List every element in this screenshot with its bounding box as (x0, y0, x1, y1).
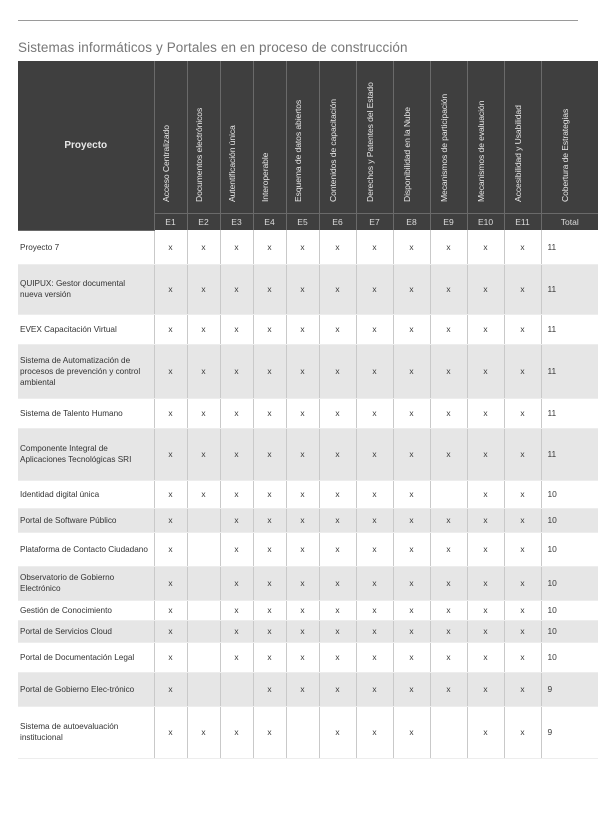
table-row (18, 566, 598, 600)
total-count: 11 (541, 314, 598, 344)
project-name: Sistema de Automatización de procesos de prevención y control ambiental (18, 344, 154, 398)
strategy-mark: x (253, 600, 286, 620)
project-name: Identidad digital única (18, 480, 154, 508)
table-row (18, 264, 598, 314)
strategy-mark: x (319, 398, 356, 428)
strategy-mark: x (430, 398, 467, 428)
strategy-mark: x (504, 672, 541, 706)
strategy-mark: x (154, 532, 187, 566)
table-row (18, 532, 598, 566)
strategy-mark: x (220, 508, 253, 532)
strategy-mark: x (286, 532, 319, 566)
strategy-mark: x (286, 230, 319, 264)
project-name: Portal de Software Público (18, 508, 154, 532)
strategy-mark: x (154, 600, 187, 620)
project-name: Gestión de Conocimiento (18, 600, 154, 620)
strategy-mark: x (154, 566, 187, 600)
column-code: E10 (467, 214, 504, 231)
strategy-mark: x (467, 428, 504, 480)
strategy-mark: x (504, 642, 541, 672)
strategy-mark (220, 672, 253, 706)
strategy-mark: x (504, 508, 541, 532)
total-count: 10 (541, 532, 598, 566)
strategy-mark: x (504, 706, 541, 758)
strategy-mark: x (286, 428, 319, 480)
strategy-mark: x (356, 344, 393, 398)
strategy-mark: x (393, 264, 430, 314)
strategy-mark: x (154, 480, 187, 508)
strategy-mark: x (253, 672, 286, 706)
project-name: QUIPUX: Gestor documental nueva versión (18, 264, 154, 314)
project-name: Plataforma de Contacto Ciudadano (18, 532, 154, 566)
column-header-4 (253, 61, 286, 214)
total-count: 9 (541, 672, 598, 706)
strategy-mark: x (253, 230, 286, 264)
strategy-mark: x (220, 706, 253, 758)
strategy-mark (187, 642, 220, 672)
strategy-mark: x (154, 314, 187, 344)
strategy-mark: x (504, 480, 541, 508)
column-code: E9 (430, 214, 467, 231)
strategy-mark: x (253, 706, 286, 758)
total-count: 10 (541, 508, 598, 532)
strategy-mark: x (154, 642, 187, 672)
strategy-mark: x (220, 314, 253, 344)
strategy-mark: x (154, 264, 187, 314)
strategy-mark: x (393, 600, 430, 620)
strategy-mark: x (319, 264, 356, 314)
strategy-mark: x (430, 620, 467, 642)
strategy-mark (187, 508, 220, 532)
strategy-mark: x (356, 508, 393, 532)
column-code: E5 (286, 214, 319, 231)
strategy-mark: x (154, 230, 187, 264)
strategy-mark: x (187, 314, 220, 344)
strategy-mark: x (467, 706, 504, 758)
column-code: E8 (393, 214, 430, 231)
strategy-mark: x (393, 314, 430, 344)
table-row (18, 672, 598, 706)
column-header-label: Disponibilidad en la Nube (401, 107, 412, 202)
strategy-mark: x (467, 230, 504, 264)
strategy-mark: x (154, 398, 187, 428)
strategy-mark: x (467, 620, 504, 642)
strategy-mark: x (253, 566, 286, 600)
strategy-mark: x (430, 508, 467, 532)
strategy-mark: x (187, 398, 220, 428)
strategy-mark: x (393, 706, 430, 758)
strategy-mark: x (356, 620, 393, 642)
strategy-mark: x (253, 344, 286, 398)
strategy-mark: x (319, 230, 356, 264)
strategy-mark: x (286, 642, 319, 672)
strategy-mark: x (430, 264, 467, 314)
total-count: 10 (541, 600, 598, 620)
total-count: 10 (541, 620, 598, 642)
strategy-mark: x (430, 230, 467, 264)
strategy-mark: x (286, 508, 319, 532)
column-header-label: Derechos y Patentes del Estado (364, 82, 375, 202)
strategy-mark: x (319, 428, 356, 480)
table-row (18, 314, 598, 344)
column-code: E2 (187, 214, 220, 231)
strategy-mark: x (393, 230, 430, 264)
table-row (18, 642, 598, 672)
total-count: 10 (541, 480, 598, 508)
strategy-mark: x (154, 344, 187, 398)
strategy-mark: x (286, 672, 319, 706)
total-count: 9 (541, 706, 598, 758)
column-header-8 (393, 61, 430, 214)
strategy-mark: x (393, 620, 430, 642)
strategy-mark: x (286, 314, 319, 344)
header-project: Proyecto (18, 61, 154, 230)
strategy-mark: x (220, 428, 253, 480)
strategy-mark: x (356, 314, 393, 344)
strategy-mark: x (319, 642, 356, 672)
strategy-mark: x (393, 642, 430, 672)
strategy-mark: x (467, 480, 504, 508)
project-name: Portal de Documentación Legal (18, 642, 154, 672)
strategy-mark: x (220, 566, 253, 600)
column-header-11 (504, 61, 541, 214)
total-count: 11 (541, 264, 598, 314)
strategy-mark: x (187, 344, 220, 398)
strategy-mark (187, 532, 220, 566)
strategy-mark: x (319, 672, 356, 706)
column-header-10 (467, 61, 504, 214)
project-name: Proyecto 7 (18, 230, 154, 264)
strategy-mark: x (220, 344, 253, 398)
strategy-mark: x (356, 532, 393, 566)
strategy-mark: x (220, 620, 253, 642)
strategy-mark: x (286, 566, 319, 600)
strategy-mark: x (286, 398, 319, 428)
strategy-mark: x (253, 508, 286, 532)
column-header-label: Acceso Centralizado (160, 125, 171, 202)
column-code: Total (541, 214, 598, 231)
table-row (18, 600, 598, 620)
strategy-mark: x (319, 620, 356, 642)
strategy-mark: x (467, 398, 504, 428)
strategy-mark: x (220, 398, 253, 428)
strategy-mark: x (430, 314, 467, 344)
strategy-mark: x (187, 706, 220, 758)
strategy-mark: x (504, 532, 541, 566)
strategy-mark: x (504, 398, 541, 428)
strategy-mark: x (430, 672, 467, 706)
strategy-mark: x (319, 480, 356, 508)
strategy-mark: x (187, 230, 220, 264)
strategy-mark: x (430, 428, 467, 480)
strategy-mark: x (356, 600, 393, 620)
strategy-mark: x (220, 230, 253, 264)
strategy-mark: x (319, 344, 356, 398)
strategy-mark: x (393, 566, 430, 600)
strategy-mark: x (319, 566, 356, 600)
strategy-mark: x (319, 600, 356, 620)
project-name: Sistema de autoevaluación institucional (18, 706, 154, 758)
column-header-label: Accesibilidad y Usabilidad (512, 105, 523, 202)
strategy-mark: x (356, 642, 393, 672)
strategy-mark: x (504, 264, 541, 314)
strategy-mark: x (393, 480, 430, 508)
strategy-mark: x (253, 642, 286, 672)
table-row (18, 344, 598, 398)
strategy-mark: x (253, 398, 286, 428)
strategy-mark: x (393, 532, 430, 566)
strategy-mark: x (467, 314, 504, 344)
strategy-mark: x (393, 398, 430, 428)
strategy-mark (187, 672, 220, 706)
total-count: 10 (541, 566, 598, 600)
strategy-mark: x (504, 600, 541, 620)
strategy-mark: x (286, 620, 319, 642)
strategy-mark (187, 620, 220, 642)
strategy-mark: x (319, 532, 356, 566)
strategy-mark: x (319, 314, 356, 344)
column-header-label: Esquema de datos abiertos (292, 99, 303, 202)
column-code: E7 (356, 214, 393, 231)
strategy-mark: x (467, 532, 504, 566)
strategy-mark: x (154, 672, 187, 706)
column-header-5 (286, 61, 319, 214)
strategy-mark: x (504, 344, 541, 398)
strategy-mark (286, 706, 319, 758)
strategy-mark: x (286, 264, 319, 314)
strategy-mark: x (220, 532, 253, 566)
strategy-mark (430, 706, 467, 758)
strategy-mark: x (253, 480, 286, 508)
column-header-9 (430, 61, 467, 214)
strategy-mark: x (253, 264, 286, 314)
column-header-2 (187, 61, 220, 214)
strategy-mark: x (430, 642, 467, 672)
strategy-mark: x (154, 428, 187, 480)
strategy-mark: x (430, 566, 467, 600)
strategy-mark: x (430, 344, 467, 398)
strategy-mark: x (220, 264, 253, 314)
project-name: EVEX Capacitación Virtual (18, 314, 154, 344)
strategy-mark (187, 600, 220, 620)
table-title: Sistemas informáticos y Portales en en proceso de construcción (18, 40, 408, 55)
strategy-mark: x (430, 600, 467, 620)
strategy-mark: x (467, 264, 504, 314)
project-name: Sistema de Talento Humano (18, 398, 154, 428)
strategy-mark: x (319, 508, 356, 532)
column-header-7 (356, 61, 393, 214)
strategy-mark: x (393, 508, 430, 532)
column-header-label: Contenidos de capacitación (327, 99, 338, 202)
strategy-mark: x (356, 264, 393, 314)
column-code: E11 (504, 214, 541, 231)
column-code: E4 (253, 214, 286, 231)
strategy-mark: x (154, 508, 187, 532)
total-count: 11 (541, 398, 598, 428)
column-header-label: Mecanismos de participación (438, 93, 449, 202)
project-name: Portal de Servicios Cloud (18, 620, 154, 642)
strategy-mark: x (356, 428, 393, 480)
strategy-mark: x (319, 706, 356, 758)
strategy-mark: x (504, 230, 541, 264)
strategy-mark: x (220, 600, 253, 620)
column-code: E1 (154, 214, 187, 231)
strategy-mark: x (356, 398, 393, 428)
strategy-mark: x (467, 508, 504, 532)
strategy-mark: x (504, 620, 541, 642)
column-code: E3 (220, 214, 253, 231)
strategy-mark: x (504, 566, 541, 600)
strategy-mark: x (286, 600, 319, 620)
strategy-mark: x (187, 264, 220, 314)
strategy-mark: x (393, 344, 430, 398)
strategy-mark: x (467, 344, 504, 398)
project-name: Componente Integral de Aplicaciones Tecnológicas SRI (18, 428, 154, 480)
column-header-6 (319, 61, 356, 214)
strategy-mark: x (253, 428, 286, 480)
table-row (18, 620, 598, 642)
total-count: 10 (541, 642, 598, 672)
table-row (18, 508, 598, 532)
strategy-mark: x (356, 230, 393, 264)
column-code: E6 (319, 214, 356, 231)
strategy-mark (187, 566, 220, 600)
strategy-mark: x (286, 480, 319, 508)
total-count: 11 (541, 344, 598, 398)
table-row (18, 428, 598, 480)
strategy-mark: x (187, 428, 220, 480)
strategy-coverage-table (18, 61, 598, 759)
strategy-mark: x (220, 642, 253, 672)
strategy-mark: x (504, 314, 541, 344)
strategy-mark (430, 480, 467, 508)
project-name: Observatorio de Gobierno Electrónico (18, 566, 154, 600)
strategy-mark: x (467, 642, 504, 672)
strategy-mark: x (356, 672, 393, 706)
table-row (18, 398, 598, 428)
total-count: 11 (541, 428, 598, 480)
strategy-mark: x (356, 480, 393, 508)
strategy-mark: x (220, 480, 253, 508)
top-rule (18, 20, 578, 21)
table-row (18, 230, 598, 264)
strategy-mark: x (504, 428, 541, 480)
total-count: 11 (541, 230, 598, 264)
strategy-mark: x (286, 344, 319, 398)
strategy-mark: x (154, 706, 187, 758)
column-header-label: Interoperable (259, 152, 270, 202)
column-header-12 (541, 61, 598, 214)
strategy-mark: x (356, 566, 393, 600)
strategy-mark: x (467, 566, 504, 600)
column-header-label: Documentos electrónicos (193, 107, 204, 202)
strategy-mark: x (253, 314, 286, 344)
strategy-mark: x (467, 672, 504, 706)
strategy-mark: x (154, 620, 187, 642)
column-header-label: Autentificación única (226, 125, 237, 202)
column-header-label: Mecanismos de evaluación (475, 100, 486, 202)
column-header-label: Cobertura de Estrategias (559, 108, 570, 202)
strategy-mark: x (187, 480, 220, 508)
project-name: Portal de Gobierno Elec-trónico (18, 672, 154, 706)
strategy-mark: x (393, 672, 430, 706)
column-header-3 (220, 61, 253, 214)
strategy-mark: x (253, 532, 286, 566)
strategy-mark: x (467, 600, 504, 620)
table-row (18, 706, 598, 758)
strategy-mark: x (393, 428, 430, 480)
strategy-mark: x (253, 620, 286, 642)
strategy-mark: x (356, 706, 393, 758)
column-header-1 (154, 61, 187, 214)
strategy-mark: x (430, 532, 467, 566)
table-row (18, 480, 598, 508)
